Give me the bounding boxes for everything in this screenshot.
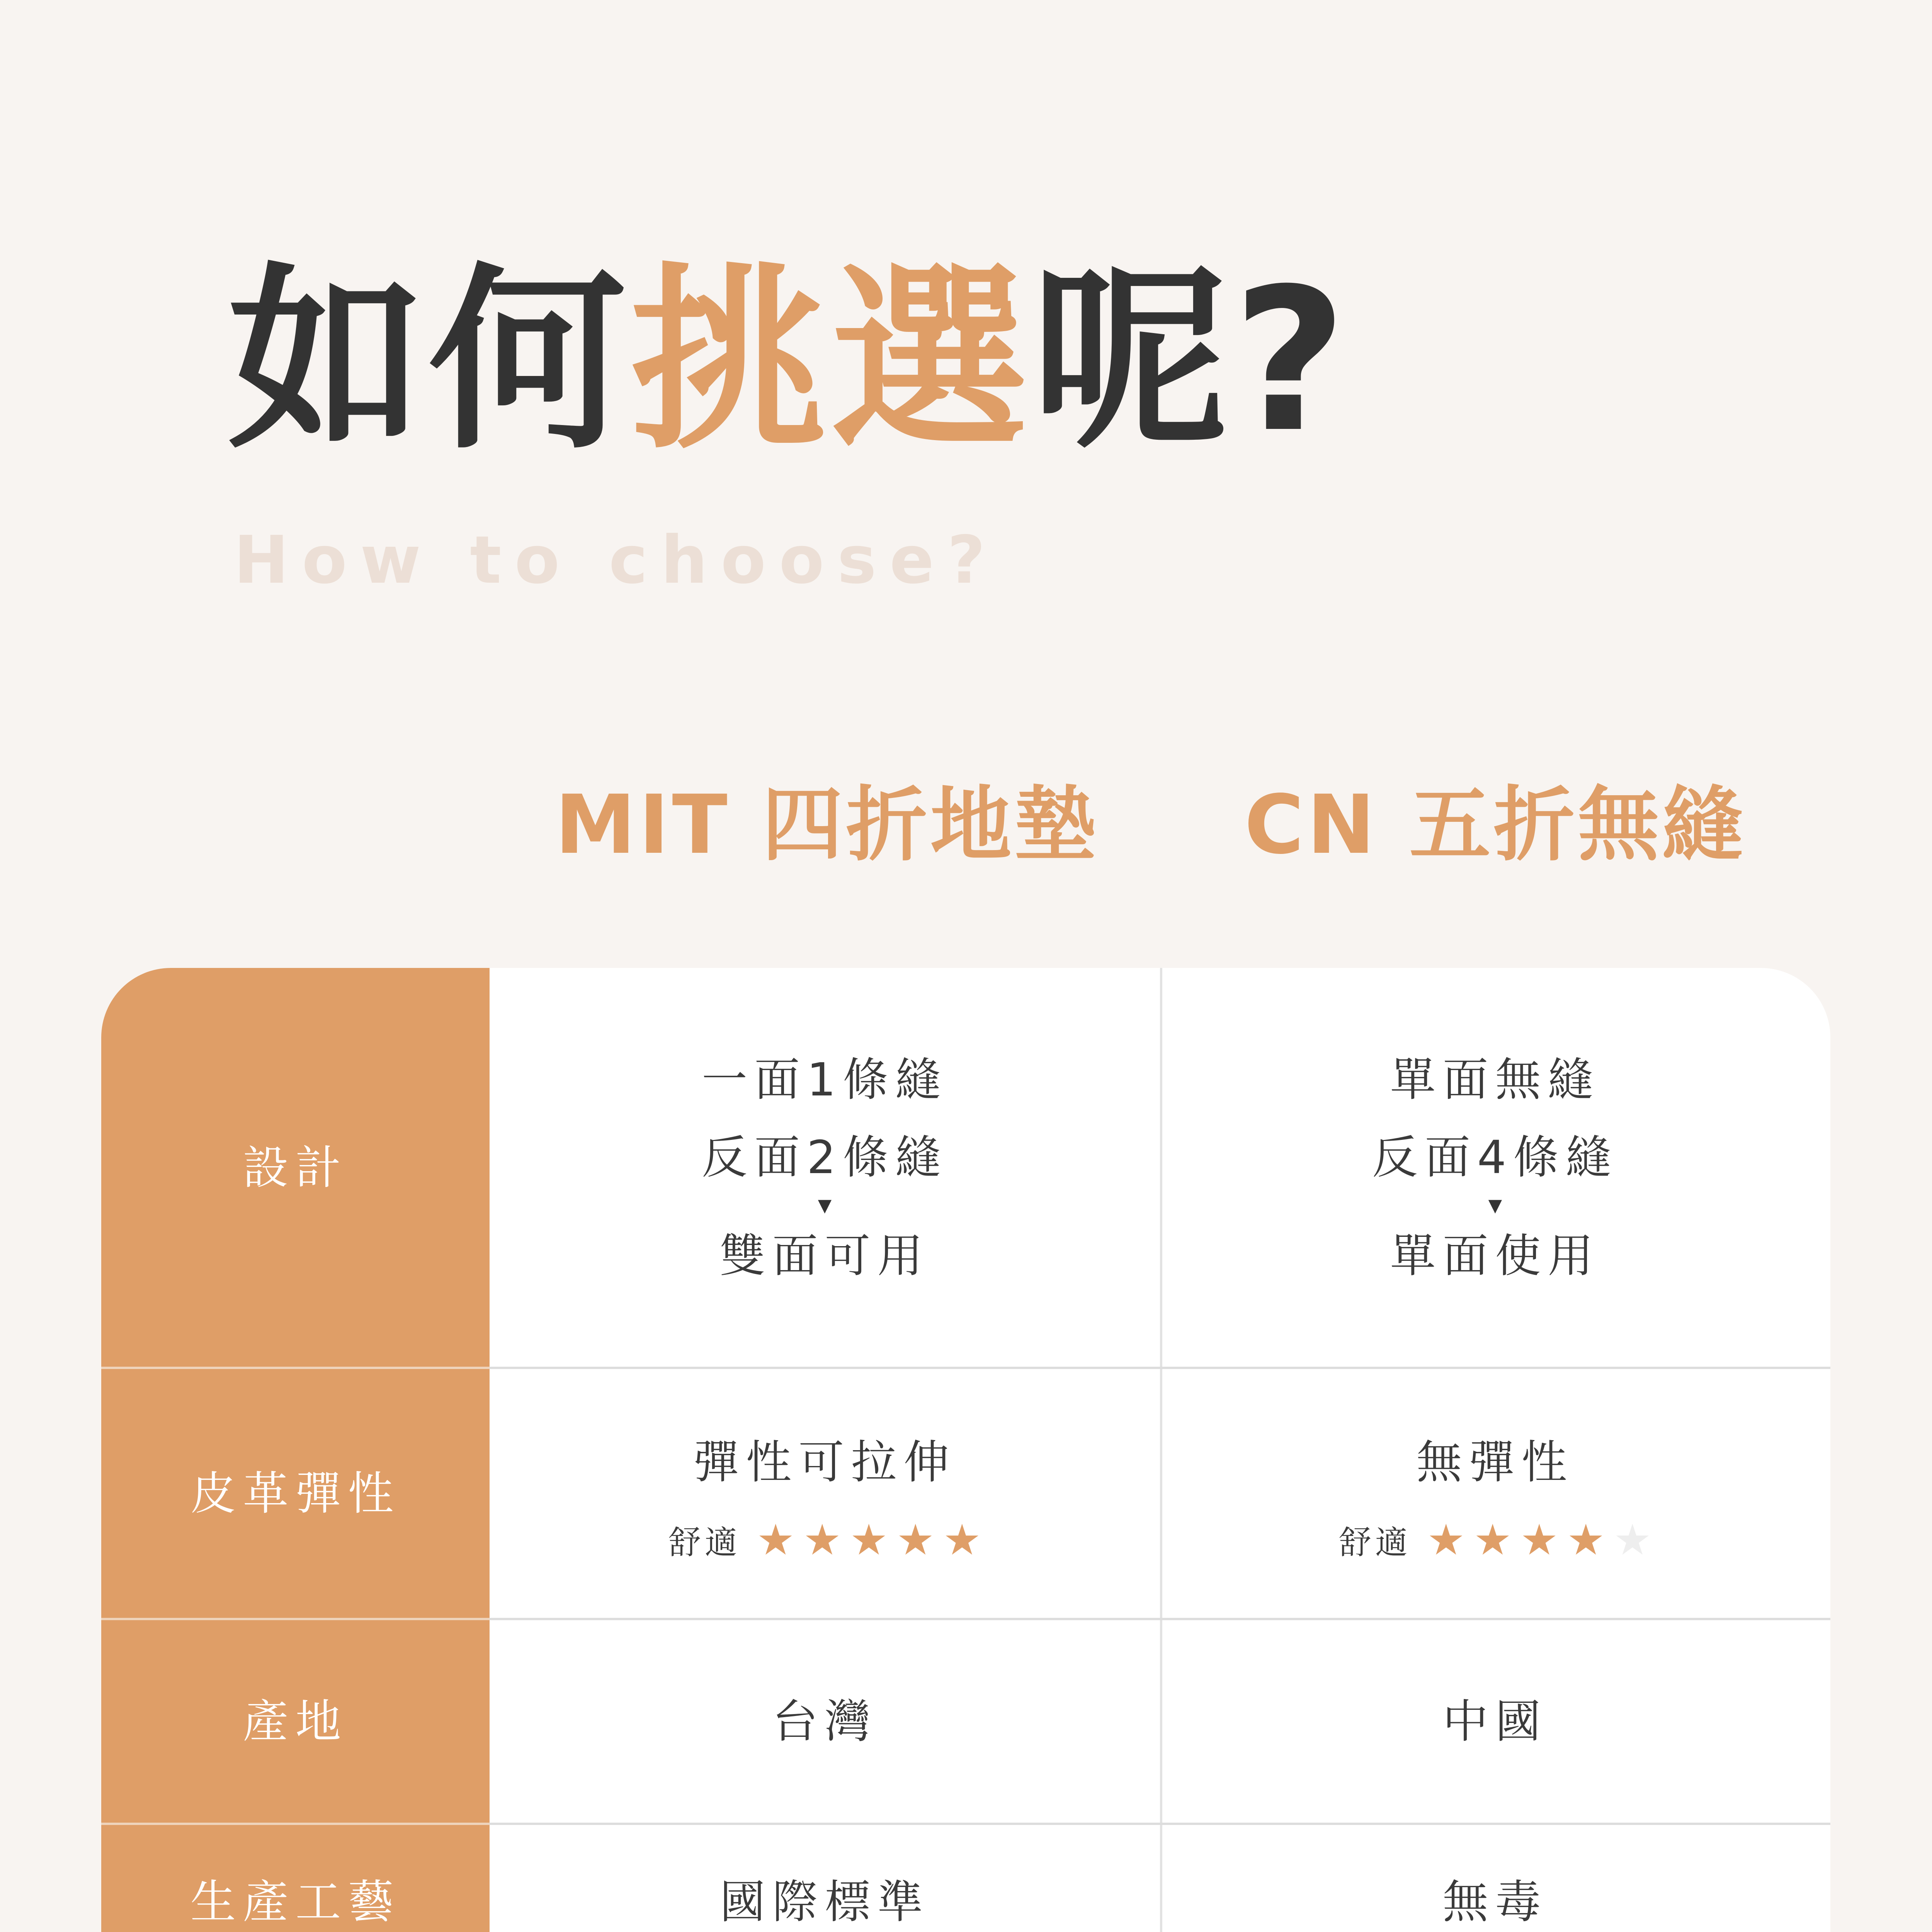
comfort-label: 舒適 [1338,1523,1412,1561]
cell-text: 無彈性 [1416,1435,1574,1489]
page-subtitle: How to choose? [234,522,999,599]
arrow-down-icon: ▼ [818,1195,832,1216]
star-filled-icon: ★ [1473,1515,1512,1565]
star-filled-icon: ★ [756,1515,795,1565]
cell-text: 反面2條縫 [701,1130,948,1184]
cell-text: 單面無縫 [1390,1053,1600,1106]
cn-cell [1160,1824,1830,1932]
row-label [101,1368,490,1619]
mit-cell [490,1368,1160,1619]
star-filled-icon: ★ [943,1515,981,1565]
table-row-origin [101,1619,1830,1824]
comfort-rating [1339,1517,1651,1563]
row-label-text: 產地 [243,1694,348,1748]
row-label-text: 設計 [243,1141,348,1195]
star-filled-icon: ★ [803,1515,842,1565]
mit-cell [490,1824,1160,1932]
cell-text: 反面4條縫 [1372,1130,1619,1184]
column-header-cn: CN 五折無縫 [1244,777,1747,872]
table-row-production-technique [101,1824,1830,1932]
comfort-label: 舒適 [668,1523,741,1561]
star-rating [756,1515,981,1565]
table-row-design [101,968,1830,1368]
row-label-text: 生產工藝 [190,1875,401,1929]
row-label-text: 皮革彈性 [190,1466,401,1520]
cell-text: 單面使用 [1390,1229,1600,1283]
mit-cell [490,1619,1160,1824]
cn-cell [1160,1368,1830,1619]
arrow-down-icon: ▼ [1488,1195,1502,1216]
star-filled-icon: ★ [1427,1515,1465,1565]
column-header-mit: MIT 四折地墊 [555,777,1099,872]
star-filled-icon: ★ [896,1515,935,1565]
mit-cell [490,968,1160,1368]
star-empty-icon: ★ [1613,1515,1652,1565]
star-rating [1427,1515,1652,1565]
cell-text: 國際標準 [719,1875,930,1929]
star-filled-icon: ★ [850,1515,888,1565]
cell-text: 雙面可用 [719,1229,930,1283]
star-filled-icon: ★ [1520,1515,1558,1565]
table-row-leather-elasticity [101,1368,1830,1619]
row-label [101,968,490,1368]
title-accent: 挑選 [630,247,1032,476]
cell-text: 彈性可拉伸 [693,1435,956,1489]
comparison-table [101,968,1830,1932]
title-part-1: 如何 [228,247,630,476]
page-title [228,247,1351,476]
cell-text: 一面1條縫 [701,1053,948,1106]
row-label [101,1824,490,1932]
cell-text: 無毒 [1442,1875,1548,1929]
cell-text: 中國 [1442,1694,1548,1748]
title-part-2: 呢? [1032,247,1351,476]
cell-text: 台灣 [772,1694,878,1748]
cn-cell [1160,1619,1830,1824]
cn-cell [1160,968,1830,1368]
star-filled-icon: ★ [1566,1515,1605,1565]
row-label [101,1619,490,1824]
comfort-rating [668,1517,981,1563]
